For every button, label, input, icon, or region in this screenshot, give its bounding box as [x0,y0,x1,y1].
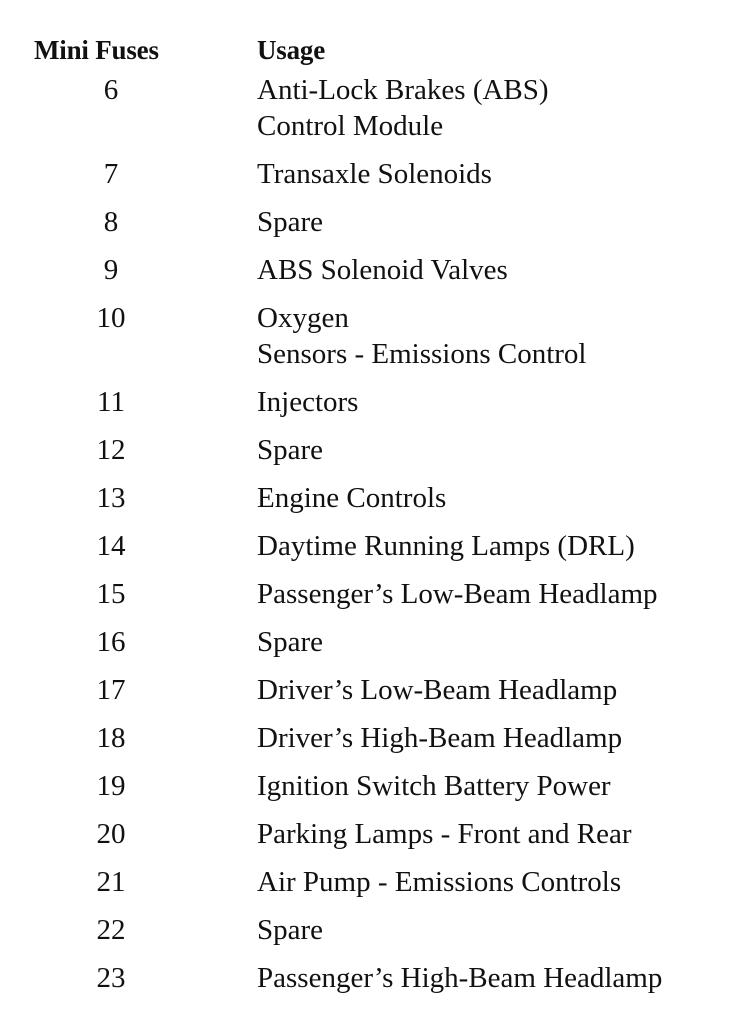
fuse-usage: ABS Solenoid Valves [257,254,508,286]
fuse-number: 10 [96,302,126,334]
fuse-number: 18 [96,722,126,754]
table-row [0,204,745,240]
table-row [0,816,745,852]
fuse-number: 17 [96,674,126,706]
fuse-number: 21 [96,866,126,898]
fuse-usage: Driver’s High-Beam Headlamp [257,722,623,754]
fuse-usage: Spare [257,626,324,658]
fuse-usage: Passenger’s Low-Beam Headlamp [257,578,658,610]
fuse-usage: Injectors [257,386,359,418]
table-row [0,384,745,420]
fuse-number: 19 [96,770,126,802]
fuse-number: 12 [96,434,126,466]
fuse-usage-table [0,30,745,1008]
fuse-usage: Oxygen Sensors - Emissions Control [257,302,587,370]
fuse-number: 9 [103,254,119,286]
header-usage: Usage [257,34,325,65]
header-mini-fuses: Mini Fuses [34,34,159,65]
table-row [0,72,745,144]
table-row [0,912,745,948]
fuse-number: 16 [96,626,126,658]
table-row [0,300,745,372]
table-row [0,960,745,996]
table-row [0,528,745,564]
fuse-number: 14 [96,530,126,562]
fuse-usage: Ignition Switch Battery Power [257,770,611,802]
table-row [0,720,745,756]
fuse-number: 15 [96,578,126,610]
fuse-usage: Spare [257,434,324,466]
fuse-number: 7 [103,158,119,190]
fuse-usage: Parking Lamps - Front and Rear [257,818,632,850]
table-row [0,624,745,660]
fuse-usage: Air Pump - Emissions Controls [257,866,622,898]
table-body [0,72,745,996]
fuse-number: 8 [103,206,119,238]
table-row [0,576,745,612]
table-row [0,432,745,468]
table-row [0,480,745,516]
table-row [0,672,745,708]
table-row [0,864,745,900]
table-row [0,768,745,804]
fuse-usage: Passenger’s High-Beam Headlamp [257,962,663,994]
fuse-usage: Engine Controls [257,482,447,514]
table-row [0,156,745,192]
fuse-number: 20 [96,818,126,850]
fuse-usage: Spare [257,206,324,238]
fuse-usage: Spare [257,914,324,946]
fuse-number: 6 [103,74,119,106]
fuse-number: 22 [96,914,126,946]
fuse-usage: Transaxle Solenoids [257,158,492,190]
table-header-row [0,30,745,70]
table-row [0,252,745,288]
fuse-number: 11 [97,386,125,418]
fuse-number: 23 [96,962,126,994]
fuse-usage: Driver’s Low-Beam Headlamp [257,674,618,706]
fuse-usage: Daytime Running Lamps (DRL) [257,530,635,562]
fuse-usage: Anti-Lock Brakes (ABS) Control Module [257,74,549,142]
fuse-number: 13 [96,482,126,514]
